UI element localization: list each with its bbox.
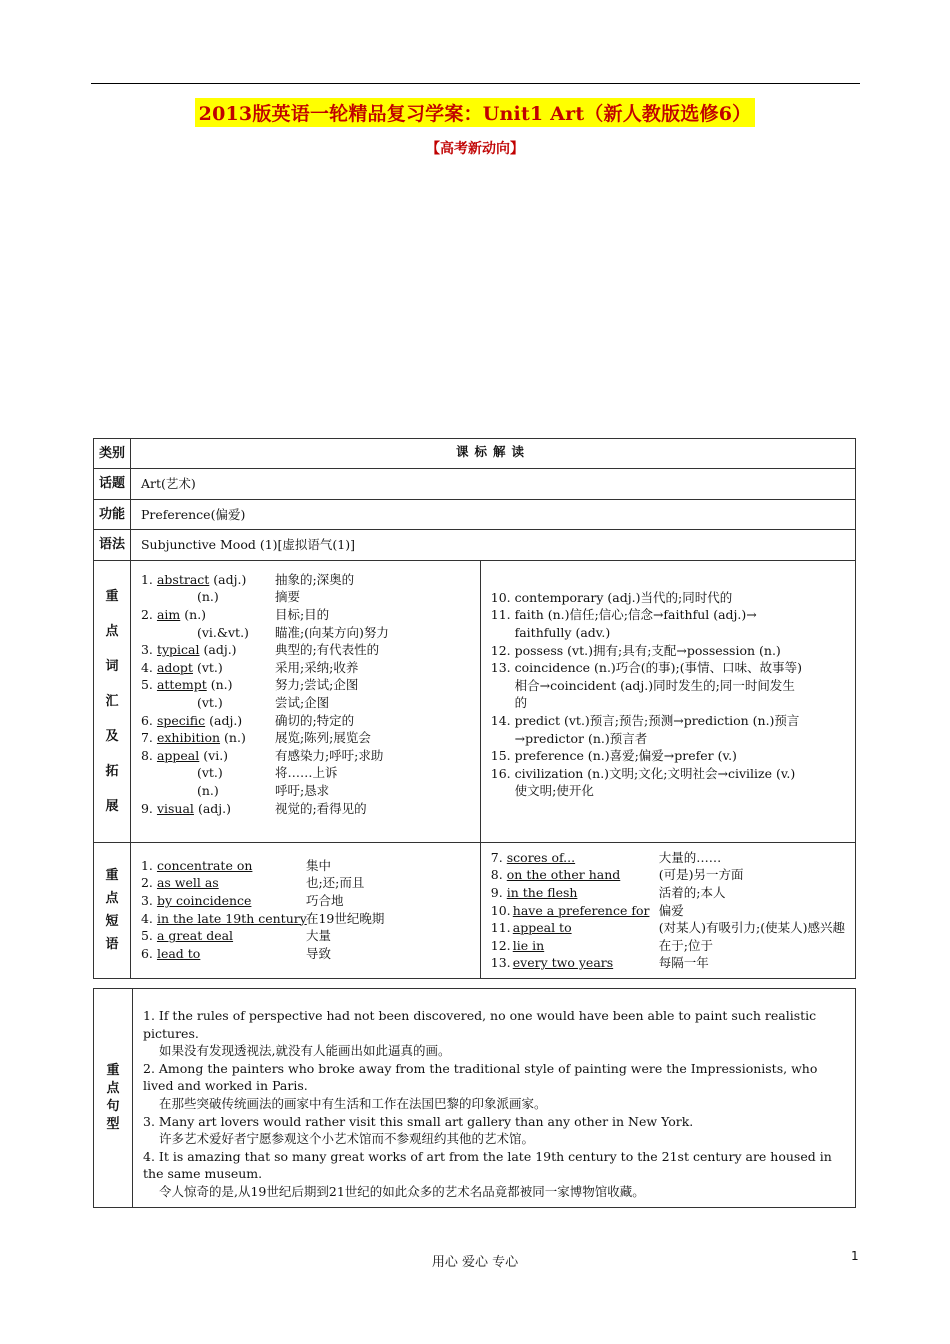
vocab-meaning: 抽象的;深奥的	[274, 571, 355, 587]
sentence-english: 2. Among the painters who broke away from the traditional style of painting were the Impressionists, who lived and worked in Paris.	[143, 1060, 818, 1094]
sentence-english: 1. If the rules of perspective had not been discovered, no one would have been able to paint such realistic pictures.	[143, 1008, 817, 1041]
vocab-item: 14. predict (vt.)预言;预告;预测→prediction (n.)预言	[490, 712, 800, 728]
curriculum-table	[93, 438, 856, 979]
sentence-chinese: 如果没有发现透视法,就没有人能画出如此逼真的画。	[159, 1043, 451, 1059]
vocab-item: 相合→coincident (adj.)同时发生的;同一时间发生	[490, 677, 795, 693]
phrase-item	[491, 919, 845, 937]
phrase-item	[491, 866, 845, 884]
phrase-item	[141, 874, 470, 892]
phrase-text: a great deal	[156, 928, 234, 944]
vocab-meaning: 典型的;有代表性的	[274, 642, 380, 658]
row-function-label: 功能	[94, 499, 131, 530]
vocab-pos: (n.)	[184, 606, 207, 622]
header-title: 课标解读	[130, 439, 855, 469]
phrase-number: 9.	[490, 884, 503, 900]
phrase-text: appeal to	[512, 920, 572, 936]
vocab-item	[141, 764, 470, 782]
vocab-pos: (adj.)	[203, 642, 237, 658]
phrase-number: 12.	[490, 937, 511, 953]
vocab-word: exhibition	[156, 730, 221, 746]
vocab-pos: (n.)	[210, 677, 233, 693]
vocab-item: 11. faith (n.)信任;信心;信念→faithful (adj.)→	[490, 607, 757, 623]
sentence-list	[133, 989, 856, 1208]
phrase-item	[491, 849, 845, 867]
phrase-text: scores of...	[506, 849, 576, 865]
header-rule	[91, 83, 860, 84]
vocab-meaning: 视觉的;看得见的	[274, 800, 367, 816]
vocab-category: 重 点 词 汇 及 拓 展	[94, 560, 131, 842]
phrase-left-list	[130, 842, 480, 978]
section-heading: 【高考新动向】	[426, 141, 524, 157]
vocab-item	[141, 676, 470, 694]
vocab-pos: (n.)	[196, 589, 219, 605]
phrase-meaning: 在于;位于	[658, 937, 713, 953]
vocab-pos: (vi.&vt.)	[196, 624, 249, 640]
vocab-item	[141, 729, 470, 747]
phrase-item	[141, 945, 470, 963]
phrase-meaning: (对某人)有吸引力;(使某人)感兴趣	[658, 920, 845, 936]
phrase-meaning: 大量	[305, 928, 331, 944]
vocab-pos: (vt.)	[196, 659, 223, 675]
phrase-item	[491, 902, 845, 920]
sentence-chinese: 许多艺术爱好者宁愿参观这个小艺术馆而不参观纽约其他的艺术馆。	[159, 1131, 535, 1147]
vocab-item	[141, 782, 470, 800]
phrase-text: as well as	[156, 875, 219, 891]
page-number: 1	[851, 1249, 859, 1263]
sentence-chinese: 令人惊奇的是,从19世纪后期到21世纪的如此众多的艺术名品竟都被同一家博物馆收藏。	[159, 1183, 645, 1199]
phrase-text: on the other hand	[506, 867, 621, 883]
vocab-word: attempt	[156, 677, 207, 693]
vocab-item	[141, 712, 470, 730]
vocab-meaning: 目标;目的	[274, 606, 330, 622]
phrase-number: 4.	[140, 910, 153, 926]
vocab-word: typical	[156, 642, 200, 658]
row-topic-content: Art(艺术)	[130, 469, 855, 500]
vocab-meaning: 瞄准;(向某方向)努力	[274, 624, 389, 640]
phrase-right-list	[480, 842, 855, 978]
vocab-number: 3.	[140, 642, 153, 658]
vocab-item	[141, 659, 470, 677]
vocab-item: 的	[490, 695, 528, 711]
phrase-number: 7.	[490, 849, 503, 865]
vocab-item: 13. coincidence (n.)巧合(的事);(事情、口味、故事等)	[490, 660, 803, 676]
phrase-text: concentrate on	[156, 857, 253, 873]
vocab-item	[141, 641, 470, 659]
phrase-meaning: 集中	[305, 857, 331, 873]
phrase-item	[141, 892, 470, 910]
vocab-item: →predictor (n.)预言者	[490, 730, 648, 746]
phrase-number: 13.	[490, 955, 511, 971]
vocab-pos: (vt.)	[196, 694, 223, 710]
phrase-number: 11.	[490, 920, 511, 936]
vocab-item	[141, 571, 470, 589]
phrase-number: 6.	[140, 945, 153, 961]
vocab-pos: (adj.)	[197, 800, 231, 816]
vocab-word: appeal	[156, 747, 200, 763]
row-grammar-content: Subjunctive Mood (1)[虚拟语气(1)]	[130, 530, 855, 561]
vocab-number: 9.	[140, 800, 153, 816]
phrase-number: 2.	[140, 875, 153, 891]
vocab-number: 1.	[140, 571, 153, 587]
vocab-word: abstract	[156, 571, 210, 587]
vocab-word: visual	[156, 800, 194, 816]
phrase-text: by coincidence	[156, 892, 252, 908]
phrase-text: lead to	[156, 945, 201, 961]
vocab-meaning: 努力;尝试;企图	[274, 677, 359, 693]
vocab-number: 4.	[140, 659, 153, 675]
phrase-meaning: 偏爱	[658, 902, 684, 918]
vocab-word: specific	[156, 712, 206, 728]
vocab-word: aim	[156, 606, 181, 622]
phrase-number: 10.	[490, 902, 511, 918]
vocab-item	[141, 588, 470, 606]
vocab-item: 16. civilization (n.)文明;文化;文明社会→civilize (v.)	[490, 765, 796, 781]
row-grammar-label: 语法	[94, 530, 131, 561]
vocab-meaning: 将……上诉	[274, 765, 338, 781]
phrase-meaning: 导致	[305, 945, 331, 961]
phrase-item	[141, 857, 470, 875]
vocab-item	[141, 800, 470, 818]
vocab-item: 10. contemporary (adj.)当代的;同时代的	[490, 589, 733, 605]
phrase-number: 5.	[140, 928, 153, 944]
phrase-text: in the flesh	[506, 884, 578, 900]
phrase-item	[491, 884, 845, 902]
phrase-item	[491, 954, 845, 972]
vocab-item	[141, 624, 470, 642]
sentence-chinese: 在那些突破传统画法的画家中有生活和工作在法国巴黎的印象派画家。	[159, 1095, 547, 1111]
vocab-item: 使文明;使开化	[490, 783, 594, 799]
vocab-meaning: 展览;陈列;展览会	[274, 730, 371, 746]
phrase-meaning: 每隔一年	[658, 955, 709, 971]
phrase-meaning: 大量的……	[658, 849, 722, 865]
phrase-text: every two years	[512, 955, 614, 971]
phrase-number: 8.	[490, 867, 503, 883]
phrase-meaning: 也;还;而且	[305, 875, 365, 891]
vocab-number: 8.	[140, 747, 153, 763]
vocab-pos: (n.)	[196, 782, 219, 798]
vocab-item	[141, 606, 470, 624]
sentence-english: 4. It is amazing that so many great works of art from the late 19th century to the 21st century are housed in the same museum.	[143, 1148, 832, 1182]
phrase-item	[491, 937, 845, 955]
vocab-word: adopt	[156, 659, 193, 675]
phrase-meaning: 巧合地	[305, 892, 344, 908]
vocab-right-list	[480, 560, 855, 842]
vocab-left-list	[130, 560, 480, 842]
phrase-meaning: 在19世纪晚期	[305, 910, 385, 926]
vocab-meaning: 尝试;企图	[274, 694, 330, 710]
row-topic-label: 话题	[94, 469, 131, 500]
vocab-pos: (adj.)	[209, 712, 243, 728]
vocab-pos: (vt.)	[196, 765, 223, 781]
vocab-number: 7.	[140, 730, 153, 746]
phrase-text: in the late 19th century	[156, 910, 307, 926]
phrase-meaning: (可是)另一方面	[658, 867, 744, 883]
vocab-number: 5.	[140, 677, 153, 693]
footer-motto: 用心 爱心 专心	[431, 1255, 519, 1270]
vocab-meaning: 确切的;特定的	[274, 712, 355, 728]
phrase-text: have a preference for	[512, 902, 650, 918]
vocab-item: 12. possess (vt.)拥有;具有;支配→possession (n.)	[490, 642, 781, 658]
vocab-meaning: 摘要	[274, 589, 300, 605]
row-function-content: Preference(偏爱)	[130, 499, 855, 530]
vocab-item: faithfully (adv.)	[490, 624, 611, 640]
vocab-item	[141, 694, 470, 712]
header-category: 类别	[94, 439, 131, 469]
sentence-english: 3. Many art lovers would rather visit this small art gallery than any other in New York.	[143, 1113, 694, 1129]
sentence-pattern-table	[93, 988, 856, 1208]
vocab-number: 2.	[140, 606, 153, 622]
vocab-item: 15. preference (n.)喜爱;偏爱→prefer (v.)	[490, 748, 737, 764]
vocab-meaning: 呼吁;恳求	[274, 782, 330, 798]
document-title: 2013版英语一轮精品复习学案：Unit1 Art（新人教版选修6）	[195, 98, 756, 127]
phrase-category: 重 点 短 语	[94, 842, 131, 978]
phrase-number: 3.	[140, 892, 153, 908]
vocab-pos: (vi.)	[203, 747, 229, 763]
vocab-meaning: 采用;采纳;收养	[274, 659, 359, 675]
vocab-pos: (n.)	[224, 730, 246, 746]
phrase-meaning: 活着的;本人	[658, 884, 726, 900]
vocab-pos: (adj.)	[213, 571, 247, 587]
phrase-number: 1.	[140, 857, 153, 873]
sentence-category: 重 点 句 型	[94, 989, 133, 1208]
vocab-item	[141, 747, 470, 765]
vocab-meaning: 有感染力;呼吁;求助	[274, 747, 384, 763]
phrase-item	[141, 910, 470, 928]
vocab-number: 6.	[140, 712, 153, 728]
phrase-item	[141, 927, 470, 945]
phrase-text: lie in	[512, 937, 545, 953]
